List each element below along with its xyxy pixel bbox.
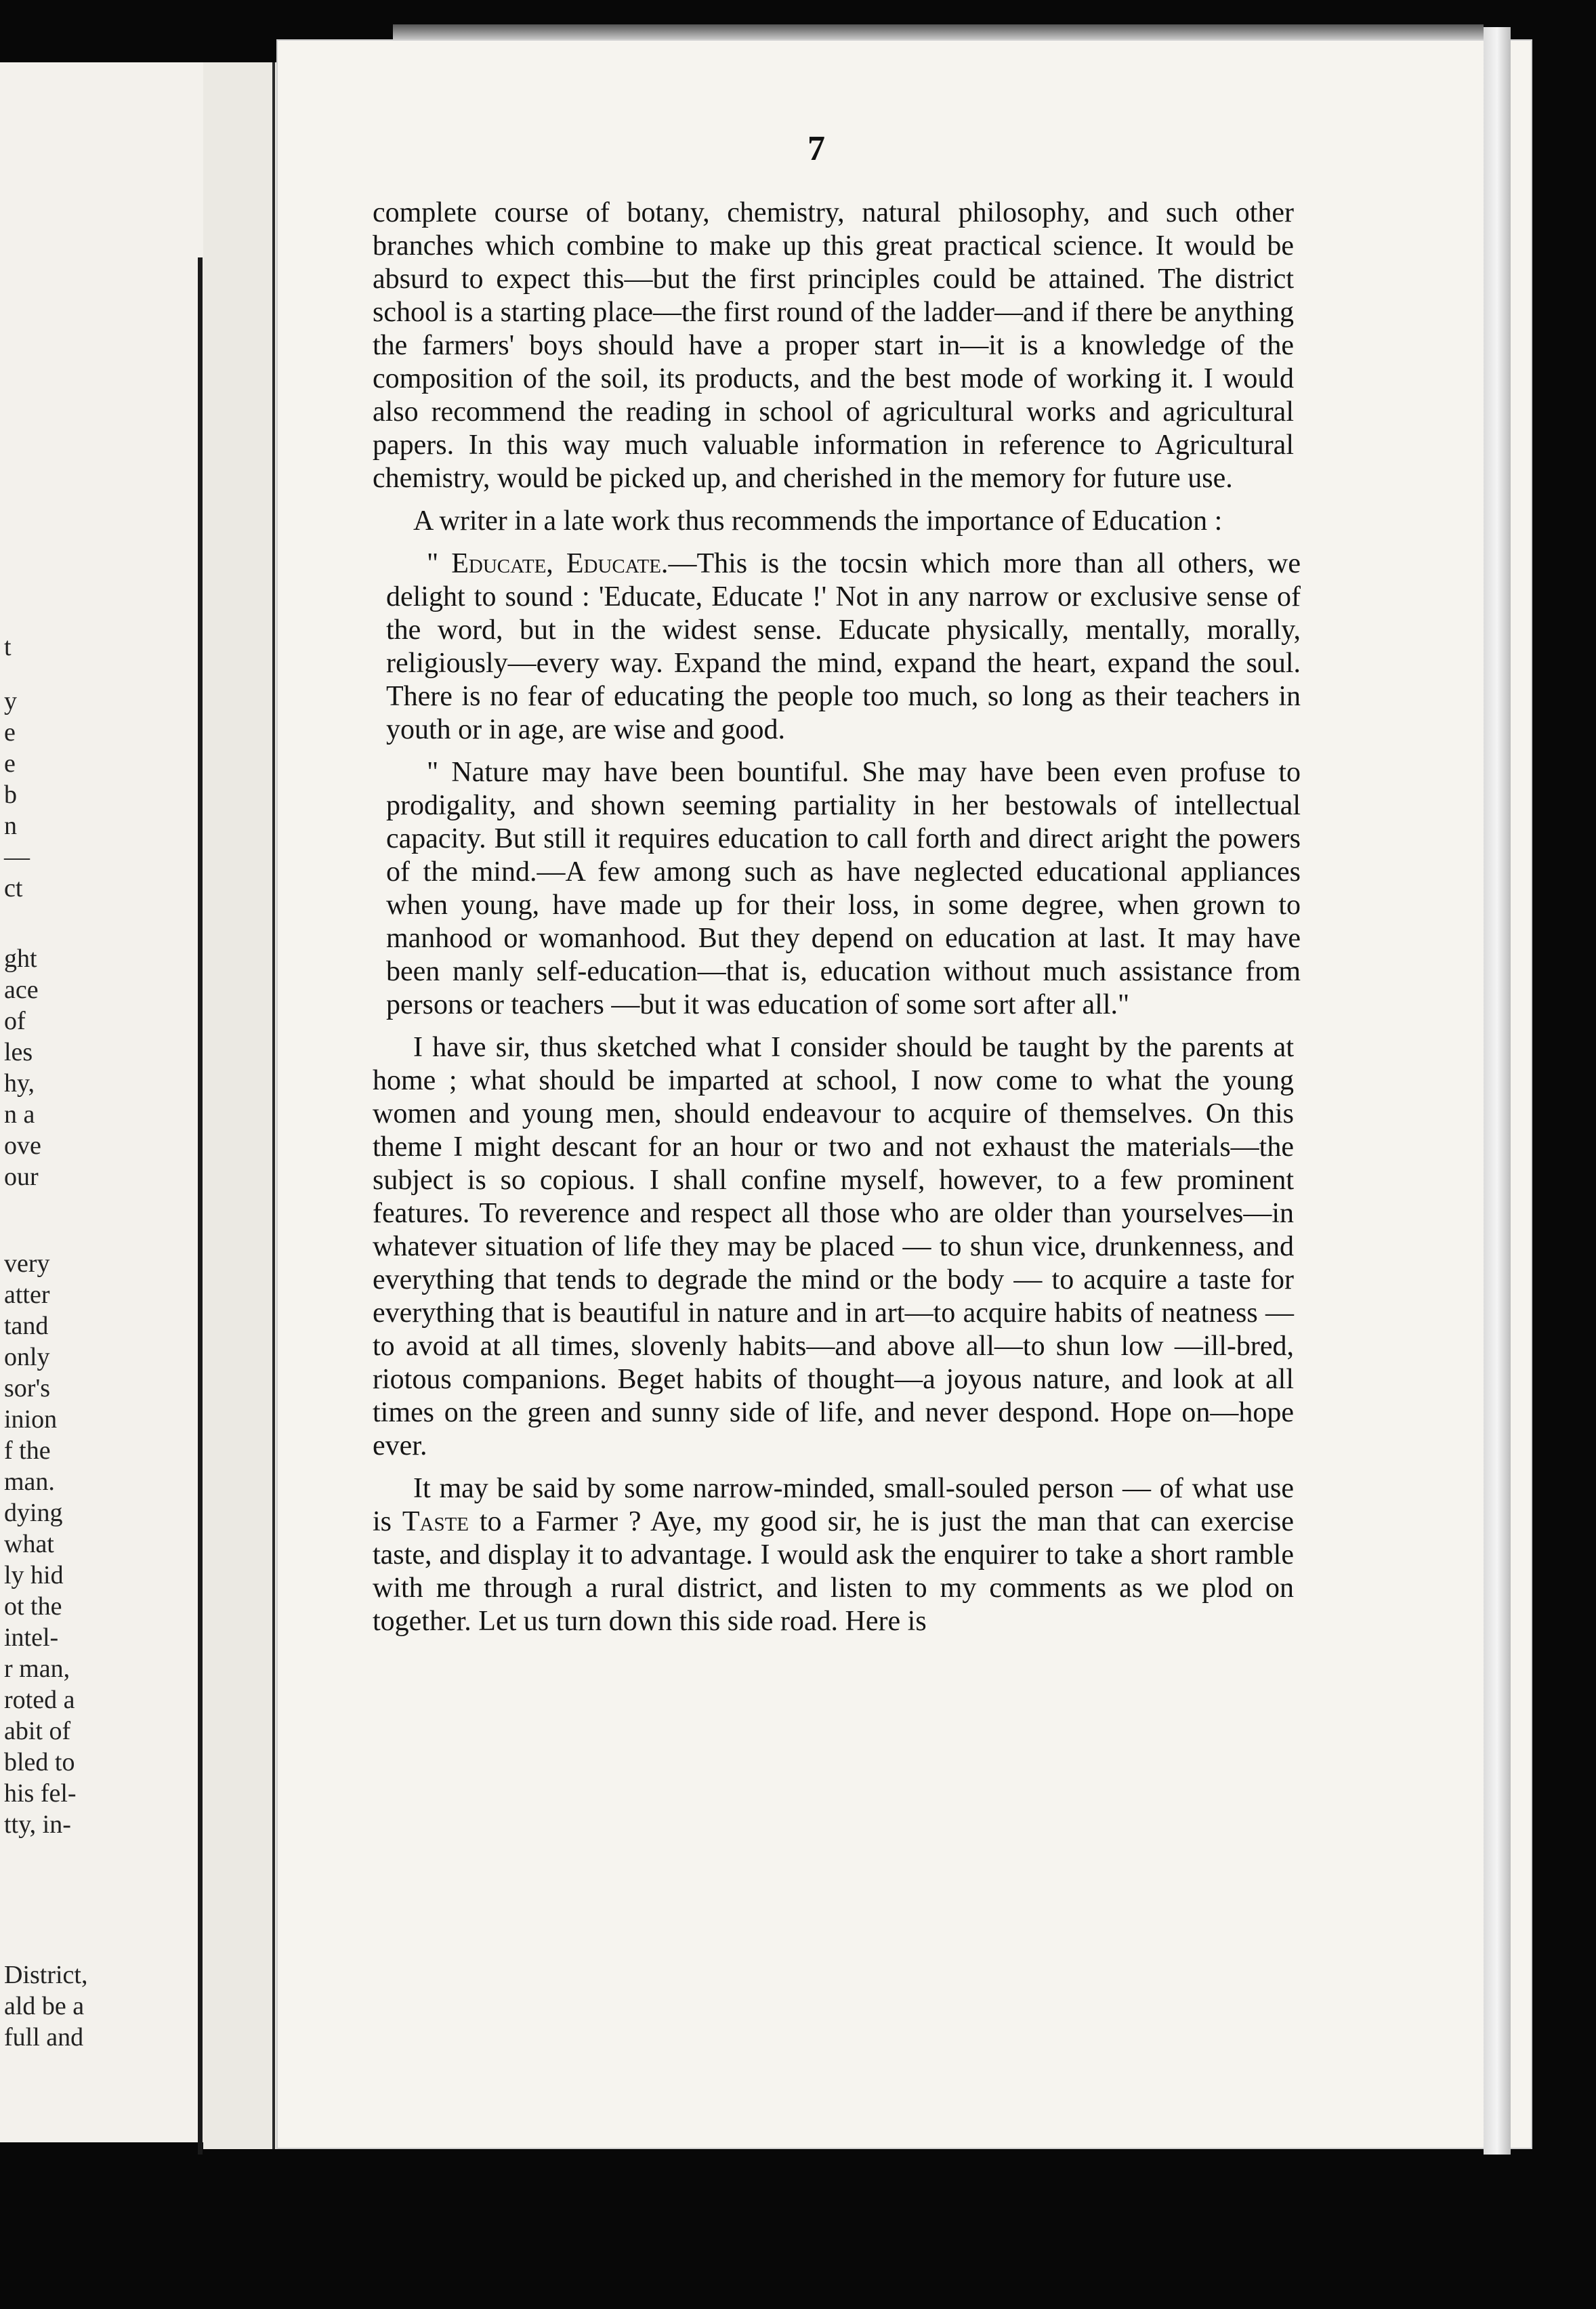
left-fragment: hy, <box>4 1069 35 1098</box>
left-fragment: b <box>4 781 17 809</box>
quote-paragraph-2: " Nature may have been bountiful. She may have been even profuse to prodigality, and shown seeming partiality in her bestowals of intellectual capacity. But still it requires education to call forth and direct aright the powers of the mind.—A few among such as have neglected educational appliances when young, have made up for their loss, in some degree, when grown to manhood or womanhood. But they depend on education at last. It may have been manly self-education—that is, education without much assistance from persons or teachers —but it was education of some sort after all." <box>386 757 1301 1020</box>
paragraph-1: complete course of botany, chemistry, natural philosophy, and such other branches which combine to make up this great practical science. It would be absurd to expect this—but the first principles could be attained. The district school is a starting place—the first round of the ladder—and if there be anything the farmers' boys should have a proper start in—it is a knowledge of the composition of the soil, its products, and the best mode of working it. I would also recommend the reading in school of agricultural works and agricultural papers. In this way much valuable information in reference to Agricultural chemistry, would be picked up, and cherished in the memory for future use. <box>373 197 1294 494</box>
paragraph-4: I have sir, thus sketched what I consider should be taught by the parents at home ; what should be imparted at school, I now come to what the young women and young men, should endeavour to acquire of themselves. On this theme I might descant for an hour or two and not exhaust the materials—the subject is so copious. I shall confine myself, however, to a few prominent features. To reverence and respect all those who are older than yourselves—in whatever situation of life they may be placed — to shun vice, drunkenness, and everything that tends to degrade the mind or the body — to acquire a taste for everything that is beautiful in nature and in art—to acquire habits of neatness — to avoid at all times, slovenly habits—and above all—to shun low —ill-bred, riotous companions. Beget habits of thought—a joyous nature, and look at all times on the green and sunny side of life, and never despond. Hope on—hope ever. <box>373 1032 1294 1461</box>
book-gutter <box>203 62 281 2149</box>
left-fragment: very <box>4 1249 50 1278</box>
gutter-shadow-line <box>272 62 275 2149</box>
paragraph-5-before: It may be said by some narrow-minded, small-souled person — of what use is <box>373 1473 1294 1537</box>
left-fragment: — <box>4 843 30 871</box>
left-fragment: intel- <box>4 1623 59 1652</box>
left-fragment: what <box>4 1530 54 1558</box>
left-fragment: inion <box>4 1405 58 1434</box>
left-fragment: bled to <box>4 1748 75 1776</box>
quote-lead: " Educate, Educate. <box>427 548 669 579</box>
left-fragment: abit of <box>4 1717 71 1745</box>
left-fragment: f the <box>4 1436 51 1465</box>
left-fragment: t <box>4 633 12 661</box>
left-fragment: ace <box>4 976 39 1004</box>
left-page <box>0 62 203 2142</box>
left-fragment: tty, in- <box>4 1810 71 1839</box>
left-fragment: his fel- <box>4 1779 77 1808</box>
left-fragment: atter <box>4 1281 50 1309</box>
left-fragment: ght <box>4 944 37 973</box>
quote-paragraph-1 <box>386 547 1301 747</box>
left-fragment: roted a <box>4 1686 75 1714</box>
left-fragment: District, <box>4 1961 88 1989</box>
left-fragment: ald be a <box>4 1992 85 2020</box>
left-fragment: n <box>4 812 17 840</box>
quote-text: —This is the tocsin which more than all others, we delight to sound : 'Educate, Educate !' Not in any narrow or exclusive sense of the word, but in the widest sense. Educate physically, mentally, morally, religiously—every way. Expand the mind, expand the heart, expand the soul. There is no fear of educating the people too much, so long as their teachers in youth or in age, are wise and good. <box>386 548 1301 745</box>
left-fragment: ot the <box>4 1592 62 1621</box>
left-fragment: les <box>4 1038 33 1066</box>
taste-word: Taste <box>402 1506 469 1537</box>
paragraph-5-after: to a Farmer ? Aye, my good sir, he is just the man that can exercise taste, and display it to advantage. I would ask the enquirer to take a short ramble with me through a rural district, and listen to my comments as we plod on together. Let us turn down this side road. Here is <box>373 1506 1295 1637</box>
left-fragment: only <box>4 1343 50 1371</box>
left-fragment: ct <box>4 874 23 902</box>
left-fragment: tand <box>4 1312 49 1340</box>
page-number: 7 <box>807 129 825 168</box>
left-fragment: dying <box>4 1499 63 1527</box>
left-fragment: our <box>4 1163 39 1191</box>
left-fragment: e <box>4 718 16 747</box>
paragraph-5 <box>373 1472 1294 1638</box>
left-fragment: man. <box>4 1468 55 1496</box>
left-fragment: n a <box>4 1100 35 1129</box>
left-fragment: y <box>4 687 17 715</box>
left-fragment: full and <box>4 2023 84 2052</box>
left-page-rule <box>198 257 203 2155</box>
left-fragment: e <box>4 749 16 778</box>
left-fragment: sor's <box>4 1374 51 1402</box>
left-fragment: ly hid <box>4 1561 64 1589</box>
page-stack-edge <box>1484 27 1511 2155</box>
paragraph-2: A writer in a late work thus recommends the importance of Education : <box>413 505 1223 537</box>
left-fragment: of <box>4 1007 26 1035</box>
left-fragment: r man, <box>4 1655 70 1683</box>
page-top-edge <box>393 24 1484 41</box>
page-body <box>373 196 1301 1648</box>
left-fragment: ove <box>4 1131 41 1160</box>
